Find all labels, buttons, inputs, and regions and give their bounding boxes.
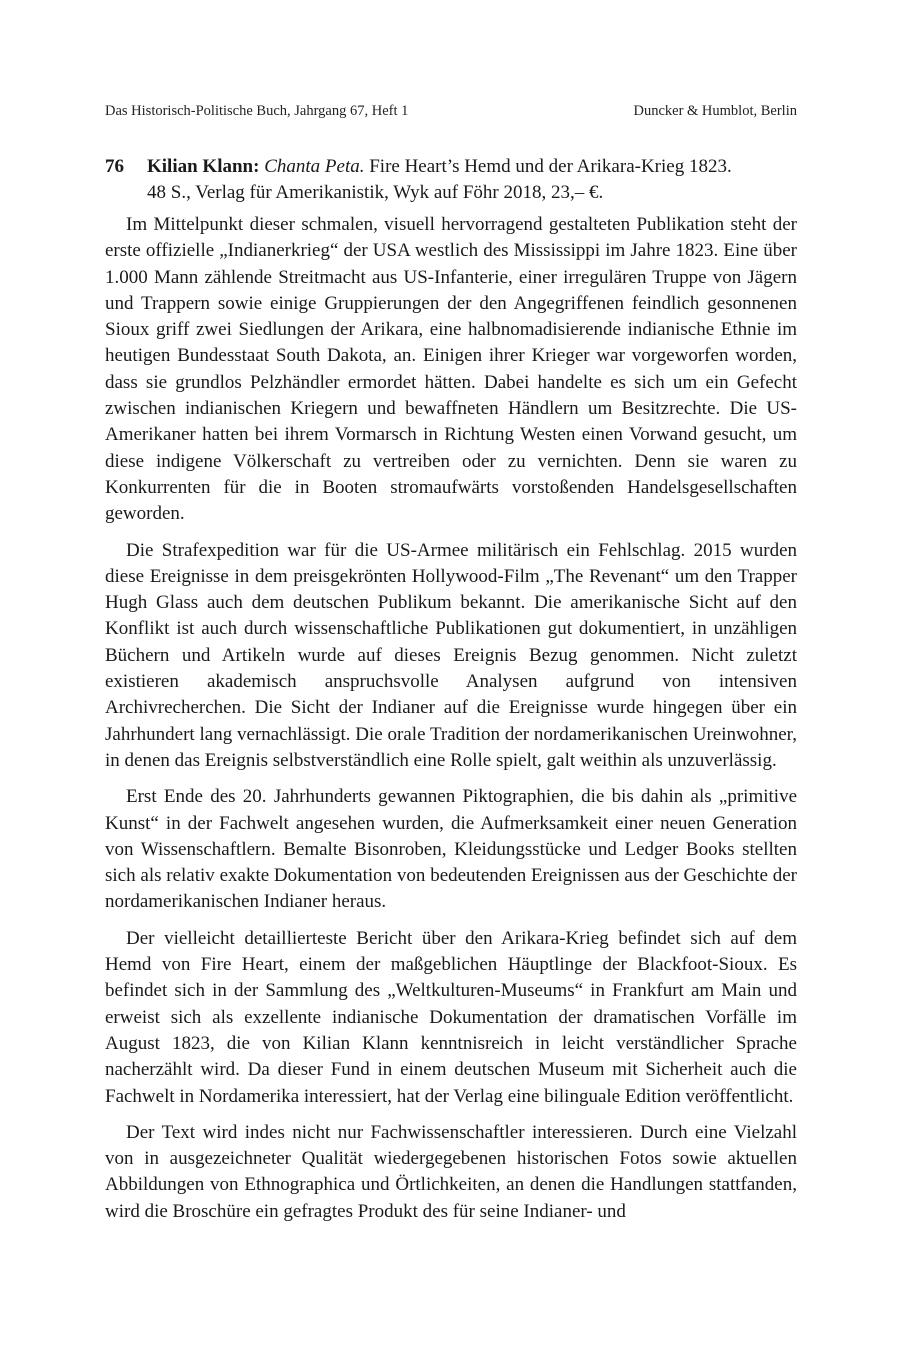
paragraph-3: Erst Ende des 20. Jahrhunderts gewannen Piktographien, die bis dahin als „primitive Kunst“ in der Fachwelt angesehen wurden, die Aufmerksamkeit einer neuen Generation von Wissenschaftlern. Bemalte Bisonroben, Kleidungsstücke und Ledger Books stellten sich als relativ exakte Dokumentation von bedeutenden Ereignissen aus der Geschichte der nordamerikanischen Indianer heraus.: [105, 786, 797, 913]
review-entry-heading: [105, 154, 797, 206]
review-body: [105, 212, 797, 1235]
entry-number: 76: [105, 156, 124, 177]
paragraph-5: Der Text wird indes nicht nur Fachwissenschaftler interessieren. Durch eine Vielzahl von in ausgezeichneter Qualität wiedergegebenen historischen Fotos sowie aktuellen Abbildungen von Ethnographica und Örtlichkeiten, an denen die Handlungen stattfanden, wird die Broschüre ein gefragtes Produkt des für seine Indianer- und: [105, 1121, 797, 1222]
paragraph-2: Die Strafexpedition war für die US-Armee militärisch ein Fehlschlag. 2015 wurden diese Ereignisse in dem preisgekrönten Hollywood-Film „The Revenant“ um den Trapper Hugh Glass auch dem deutschen Publikum bekannt. Die amerikanische Sicht auf den Konflikt ist auch durch wissenschaftliche Publikationen gut dokumentiert, in unzähligen Büchern und Artikeln wurde auf dieses Ereignis Bezug genommen. Nicht zuletzt existieren akademisch anspruchsvolle Analysen aufgrund von intensiven Archivrecherchen. Die Sicht der Indianer auf die Ereignisse wurde hingegen über ein Jahrhundert lang vernachlässigt. Die orale Tradition der nordamerikanischen Ureinwohner, in denen das Ereignis selbstverständlich eine Rolle spielt, galt weithin als unzuverlässig.: [105, 539, 797, 771]
entry-subtitle: Fire Heart’s Hemd und der Arikara-Krieg 1823.: [369, 156, 732, 177]
running-header: [105, 103, 797, 120]
entry-title: Chanta Peta.: [264, 156, 365, 177]
journal-title: Das Historisch-Politische Buch, Jahrgang 67, Heft 1: [105, 103, 409, 119]
entry-publication-details: 48 S., Verlag für Amerikanistik, Wyk auf Föhr 2018, 23,– €.: [147, 182, 604, 203]
publisher-name: Duncker & Humblot, Berlin: [633, 103, 797, 119]
entry-author: Kilian Klann:: [147, 156, 260, 177]
paragraph-4: Der vielleicht detaillierteste Bericht über den Arikara-Krieg befindet sich auf dem Hemd von Fire Heart, einem der maßgeblichen Häuptlinge der Blackfoot-Sioux. Es befindet sich in der Sammlung des „Weltkulturen-Museums“ in Frankfurt am Main und erweist sich als exzellente indianische Dokumentation der dramatischen Vorfälle im August 1823, die von Kilian Klann kenntnisreich in leicht verständlicher Sprache nacherzählt wird. Da dieser Fund in einem deutschen Museum mit Sicherheit auch die Fachwelt in Nordamerika interessiert, hat der Verlag eine bilinguale Edition veröffentlicht.: [105, 927, 797, 1107]
paragraph-1: Im Mittelpunkt dieser schmalen, visuell hervorragend gestalteten Publikation steht der erste offizielle „Indianerkrieg“ der USA westlich des Mississippi im Jahre 1823. Eine über 1.000 Mann zählende Streitmacht aus US-Infanterie, einer irregulären Truppe von Jägern und Trappern sowie einige Gruppierungen der den Angegriffenen feindlich gesonnenen Sioux griff zwei Siedlungen der Arikara, eine halbnomadisierende indianische Ethnie im heutigen Bundesstaat South Dakota, an. Einigen ihrer Krieger war vorgeworfen worden, dass sie grundlos Pelzhändler ermordet hätten. Dabei handelte es sich um ein Gefecht zwischen indianischen Kriegern und bewaffneten Händlern um Besitzrechte. Die US-Amerikaner hatten bei ihrem Vormarsch in Richtung Westen einen Vorwand gesucht, um diese indigene Völkerschaft zu vertreiben oder zu vernichten. Denn sie waren zu Konkurrenten für die in Booten stromaufwärts vorstoßenden Handelsgesellschaften geworden.: [105, 214, 797, 525]
